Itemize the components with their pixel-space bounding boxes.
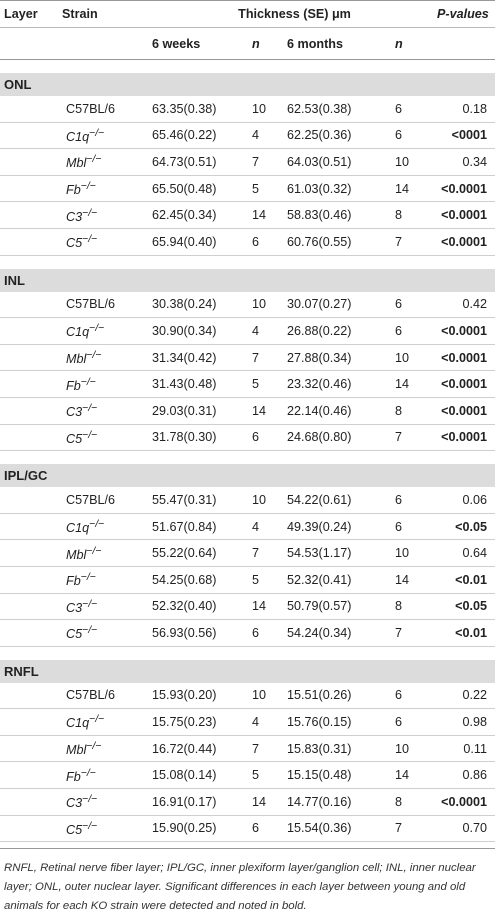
strain-genotype: −/− [82, 793, 98, 806]
strain-name: C1q [66, 129, 90, 144]
n-6-months: 14 [395, 566, 437, 593]
strain-genotype: −/− [82, 597, 98, 610]
strain-genotype: −/− [89, 713, 105, 726]
thickness-6-weeks: 31.78(0.30) [152, 424, 252, 451]
n-6-weeks: 6 [252, 424, 287, 451]
strain-genotype: −/− [89, 322, 105, 335]
n-6-months: 6 [395, 709, 437, 736]
strain-genotype: −/− [82, 428, 98, 441]
table-row [0, 620, 495, 647]
n-6-months: 8 [395, 789, 437, 816]
strain-genotype: −/− [82, 233, 98, 246]
table-row [0, 566, 495, 593]
section-spacer [0, 646, 495, 660]
section-name: INL [0, 269, 495, 292]
thickness-6-months: 62.25(0.36) [287, 122, 395, 149]
n-6-months: 8 [395, 202, 437, 229]
n-6-weeks: 10 [252, 292, 287, 318]
thickness-6-weeks: 15.08(0.14) [152, 762, 252, 789]
thickness-6-months: 15.83(0.31) [287, 735, 395, 762]
n-6-months: 7 [395, 620, 437, 647]
strain-cell [62, 789, 152, 816]
n-6-months: 7 [395, 815, 437, 842]
thickness-6-weeks: 65.94(0.40) [152, 228, 252, 255]
thickness-6-months: 27.88(0.34) [287, 344, 395, 371]
n-6-weeks: 14 [252, 593, 287, 620]
n-6-weeks: 5 [252, 762, 287, 789]
strain-cell [62, 540, 152, 567]
section-name: IPL/GC [0, 464, 495, 487]
header-layer: Layer [0, 1, 62, 28]
n-6-months: 10 [395, 735, 437, 762]
strain-cell [62, 620, 152, 647]
strain-genotype: −/− [80, 375, 96, 388]
section-spacer [0, 60, 495, 74]
strain-genotype: −/− [86, 153, 102, 166]
p-value: <0.0001 [437, 424, 495, 451]
n-6-weeks: 5 [252, 566, 287, 593]
strain-cell [62, 424, 152, 451]
strain-name: C1q [66, 521, 90, 536]
strain-genotype: −/− [82, 206, 98, 219]
table-row [0, 683, 495, 709]
p-value: <0.0001 [437, 318, 495, 345]
n-6-weeks: 6 [252, 228, 287, 255]
n-6-weeks: 6 [252, 620, 287, 647]
section-header [0, 73, 495, 96]
strain-name: C57BL/6 [66, 492, 116, 507]
strain-cell [62, 228, 152, 255]
strain-name: Fb [66, 378, 81, 393]
n-6-weeks: 4 [252, 513, 287, 540]
strain-name: C3 [66, 209, 83, 224]
thickness-6-weeks: 63.35(0.38) [152, 96, 252, 122]
p-value: <0.0001 [437, 175, 495, 202]
table-row [0, 735, 495, 762]
n-6-weeks: 7 [252, 540, 287, 567]
strain-name: Mbl [66, 352, 87, 367]
strain-name: C3 [66, 796, 83, 811]
n-6-months: 6 [395, 96, 437, 122]
p-value: 0.70 [437, 815, 495, 842]
p-value: <0.05 [437, 593, 495, 620]
table-row [0, 96, 495, 122]
thickness-6-weeks: 51.67(0.84) [152, 513, 252, 540]
header-n-months: n [395, 28, 437, 60]
thickness-6-months: 23.32(0.46) [287, 371, 395, 398]
thickness-6-weeks: 16.91(0.17) [152, 789, 252, 816]
n-6-months: 7 [395, 424, 437, 451]
section-name: RNFL [0, 660, 495, 683]
strain-name: Fb [66, 574, 81, 589]
thickness-6-weeks: 30.90(0.34) [152, 318, 252, 345]
thickness-6-months: 54.53(1.17) [287, 540, 395, 567]
table-row [0, 815, 495, 842]
thickness-6-weeks: 65.46(0.22) [152, 122, 252, 149]
section-spacer [0, 451, 495, 465]
section-name: ONL [0, 73, 495, 96]
p-value: <0.0001 [437, 228, 495, 255]
thickness-6-months: 24.68(0.80) [287, 424, 395, 451]
thickness-6-weeks: 31.43(0.48) [152, 371, 252, 398]
n-6-months: 6 [395, 318, 437, 345]
header-row-1 [0, 1, 495, 28]
strain-genotype: −/− [80, 766, 96, 779]
table-row [0, 487, 495, 513]
thickness-6-months: 54.22(0.61) [287, 487, 395, 513]
thickness-6-weeks: 56.93(0.56) [152, 620, 252, 647]
p-value: 0.34 [437, 149, 495, 176]
n-6-months: 14 [395, 175, 437, 202]
section-header [0, 660, 495, 683]
strain-name: C5 [66, 627, 83, 642]
header-thickness: Thickness (SE) μm [152, 1, 437, 28]
thickness-6-months: 26.88(0.22) [287, 318, 395, 345]
n-6-weeks: 4 [252, 318, 287, 345]
header-6-months: 6 months [287, 28, 395, 60]
n-6-months: 6 [395, 292, 437, 318]
header-strain: Strain [62, 1, 152, 28]
p-value: 0.86 [437, 762, 495, 789]
p-value: <0.0001 [437, 344, 495, 371]
strain-cell [62, 175, 152, 202]
n-6-weeks: 4 [252, 122, 287, 149]
p-value: <0.0001 [437, 202, 495, 229]
p-value: 0.18 [437, 96, 495, 122]
p-value: 0.06 [437, 487, 495, 513]
thickness-6-weeks: 54.25(0.68) [152, 566, 252, 593]
n-6-weeks: 10 [252, 96, 287, 122]
thickness-6-months: 49.39(0.24) [287, 513, 395, 540]
n-6-months: 10 [395, 344, 437, 371]
thickness-6-weeks: 15.75(0.23) [152, 709, 252, 736]
strain-name: C5 [66, 823, 83, 838]
section-spacer [0, 255, 495, 269]
thickness-6-weeks: 52.32(0.40) [152, 593, 252, 620]
strain-name: C5 [66, 236, 83, 251]
strain-cell [62, 371, 152, 398]
n-6-weeks: 14 [252, 397, 287, 424]
n-6-months: 6 [395, 513, 437, 540]
n-6-weeks: 7 [252, 735, 287, 762]
strain-genotype: −/− [82, 819, 98, 832]
thickness-6-months: 15.76(0.15) [287, 709, 395, 736]
strain-genotype: −/− [82, 402, 98, 415]
strain-cell [62, 487, 152, 513]
thickness-6-months: 54.24(0.34) [287, 620, 395, 647]
n-6-weeks: 14 [252, 789, 287, 816]
header-pvalues: P-values [437, 1, 495, 28]
n-6-weeks: 10 [252, 683, 287, 709]
thickness-6-weeks: 16.72(0.44) [152, 735, 252, 762]
strain-cell [62, 149, 152, 176]
n-6-months: 7 [395, 228, 437, 255]
p-value: 0.11 [437, 735, 495, 762]
thickness-6-months: 64.03(0.51) [287, 149, 395, 176]
thickness-6-weeks: 15.90(0.25) [152, 815, 252, 842]
thickness-6-weeks: 15.93(0.20) [152, 683, 252, 709]
n-6-months: 6 [395, 122, 437, 149]
table-row [0, 122, 495, 149]
n-6-months: 6 [395, 487, 437, 513]
thickness-6-months: 50.79(0.57) [287, 593, 395, 620]
thickness-6-weeks: 31.34(0.42) [152, 344, 252, 371]
strain-name: C57BL/6 [66, 688, 116, 703]
strain-name: C3 [66, 600, 83, 615]
table-row [0, 344, 495, 371]
thickness-6-months: 61.03(0.32) [287, 175, 395, 202]
p-value: <0.01 [437, 566, 495, 593]
thickness-6-months: 22.14(0.46) [287, 397, 395, 424]
strain-name: C57BL/6 [66, 101, 116, 116]
strain-name: Mbl [66, 743, 87, 758]
table-row [0, 318, 495, 345]
table-row [0, 228, 495, 255]
n-6-months: 8 [395, 593, 437, 620]
strain-cell [62, 735, 152, 762]
table-row [0, 202, 495, 229]
strain-cell [62, 762, 152, 789]
p-value: <0.0001 [437, 371, 495, 398]
thickness-6-weeks: 65.50(0.48) [152, 175, 252, 202]
strain-cell [62, 292, 152, 318]
strain-genotype: −/− [86, 740, 102, 753]
thickness-6-weeks: 55.47(0.31) [152, 487, 252, 513]
table-row [0, 371, 495, 398]
strain-genotype: −/− [80, 179, 96, 192]
strain-name: C5 [66, 431, 83, 446]
thickness-6-months: 30.07(0.27) [287, 292, 395, 318]
thickness-6-weeks: 64.73(0.51) [152, 149, 252, 176]
thickness-6-weeks: 62.45(0.34) [152, 202, 252, 229]
p-value: 0.98 [437, 709, 495, 736]
strain-name: C1q [66, 716, 90, 731]
strain-name: Mbl [66, 156, 87, 171]
table-row [0, 540, 495, 567]
n-6-weeks: 10 [252, 487, 287, 513]
table-row [0, 762, 495, 789]
n-6-months: 6 [395, 683, 437, 709]
thickness-6-months: 15.15(0.48) [287, 762, 395, 789]
strain-cell [62, 397, 152, 424]
thickness-6-months: 62.53(0.38) [287, 96, 395, 122]
strain-cell [62, 513, 152, 540]
strain-cell [62, 593, 152, 620]
table-row [0, 292, 495, 318]
thickness-6-months: 15.51(0.26) [287, 683, 395, 709]
table-row [0, 789, 495, 816]
thickness-6-months: 52.32(0.41) [287, 566, 395, 593]
p-value: <0.0001 [437, 397, 495, 424]
table-row [0, 709, 495, 736]
table-row [0, 149, 495, 176]
strain-genotype: −/− [82, 624, 98, 637]
strain-name: C57BL/6 [66, 297, 116, 312]
n-6-weeks: 7 [252, 344, 287, 371]
p-value: 0.64 [437, 540, 495, 567]
thickness-6-months: 14.77(0.16) [287, 789, 395, 816]
strain-name: Fb [66, 183, 81, 198]
thickness-6-months: 15.54(0.36) [287, 815, 395, 842]
section-header [0, 269, 495, 292]
strain-cell [62, 815, 152, 842]
strain-name: C3 [66, 405, 83, 420]
section-header [0, 464, 495, 487]
strain-cell [62, 683, 152, 709]
n-6-months: 8 [395, 397, 437, 424]
table-row [0, 397, 495, 424]
table-row [0, 513, 495, 540]
p-value: <0001 [437, 122, 495, 149]
strain-cell [62, 318, 152, 345]
thickness-6-months: 58.83(0.46) [287, 202, 395, 229]
thickness-6-weeks: 30.38(0.24) [152, 292, 252, 318]
header-row-2 [0, 28, 495, 60]
strain-cell [62, 96, 152, 122]
n-6-months: 14 [395, 371, 437, 398]
strain-genotype: −/− [80, 571, 96, 584]
strain-name: Mbl [66, 547, 87, 562]
n-6-weeks: 6 [252, 815, 287, 842]
p-value: 0.42 [437, 292, 495, 318]
strain-name: C1q [66, 325, 90, 340]
n-6-months: 10 [395, 540, 437, 567]
n-6-weeks: 14 [252, 202, 287, 229]
p-value: <0.01 [437, 620, 495, 647]
p-value: <0.05 [437, 513, 495, 540]
thickness-6-weeks: 29.03(0.31) [152, 397, 252, 424]
strain-genotype: −/− [89, 126, 105, 139]
thickness-6-weeks: 55.22(0.64) [152, 540, 252, 567]
header-6-weeks: 6 weeks [152, 28, 252, 60]
strain-cell [62, 122, 152, 149]
p-value: 0.22 [437, 683, 495, 709]
strain-genotype: −/− [86, 544, 102, 557]
p-value: <0.0001 [437, 789, 495, 816]
n-6-months: 14 [395, 762, 437, 789]
strain-cell [62, 566, 152, 593]
strain-cell [62, 709, 152, 736]
strain-genotype: −/− [89, 517, 105, 530]
table-footnote: RNFL, Retinal nerve fiber layer; IPL/GC, inner plexiform layer/ganglion cell; INL, inner nuclear layer; ONL, outer nuclear layer. Significant differences in each layer between young and old animals for each KO strain were detected and noted in bold. [0, 848, 495, 916]
table-row [0, 593, 495, 620]
table-row [0, 424, 495, 451]
n-6-weeks: 5 [252, 371, 287, 398]
n-6-weeks: 4 [252, 709, 287, 736]
strain-cell [62, 344, 152, 371]
n-6-weeks: 5 [252, 175, 287, 202]
n-6-months: 10 [395, 149, 437, 176]
thickness-6-months: 60.76(0.55) [287, 228, 395, 255]
strain-cell [62, 202, 152, 229]
table-row [0, 175, 495, 202]
n-6-weeks: 7 [252, 149, 287, 176]
strain-genotype: −/− [86, 348, 102, 361]
header-n-weeks: n [252, 28, 287, 60]
strain-name: Fb [66, 769, 81, 784]
